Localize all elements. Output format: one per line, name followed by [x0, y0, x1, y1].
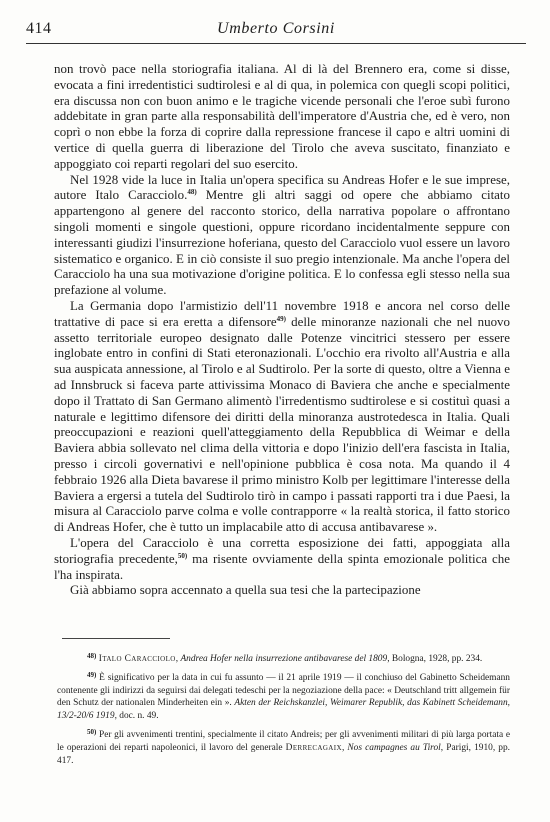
- footnote-49-text: È significativo per la data in cui fu assunto — il 21 aprile 1919 — il conchiuso del Gabinetto Scheidemann contenente gli indirizzi da seguirsi dai delegati tedeschi per la negoziazione della pace: « Deutschland tritt allgemein für den Schutz der nationalen Minderheiten ein ».: [57, 672, 510, 709]
- footnote-ref-50: 50): [177, 551, 188, 560]
- paragraph-3: [54, 298, 510, 535]
- footnote-50-rest: , Parigi, 1910, pp. 417.: [57, 742, 511, 766]
- paragraph-5: [54, 582, 510, 598]
- footnote-49-rest: , doc. n. 49.: [114, 711, 159, 722]
- footnote-rule: [62, 638, 170, 639]
- footnote-48: $^{48)}$ Italo Caracciolo, Andrea Hofer nella insurrezione antibavarese del 1809, Bologna, 1928, pp. 234.: [87, 652, 483, 664]
- body-text: [54, 61, 510, 598]
- page-number: 414: [26, 20, 52, 37]
- footnote-48-title: Andrea Hofer nella insurrezione antibavarese del 1809: [180, 654, 388, 664]
- header-rule: [26, 43, 526, 44]
- footnote-48-number: 48): [87, 652, 97, 660]
- footnote-50: [57, 729, 510, 767]
- footnote-48-rest: , Bologna, 1928, pp. 234.: [387, 654, 483, 664]
- footnote-48-author: Italo Caracciolo: [98, 654, 176, 664]
- paragraph-3-text-a: La Germania dopo l'armistizio dell'11 novembre 1918 e ancora nel corso delle trattative di pace si era eretta a difensore: [54, 297, 510, 329]
- footnote-ref-49: 49): [276, 314, 286, 323]
- paragraph-3-text-b: delle minoranze nazionali che nel nuovo assetto territoriale europeo designato dalle Potenze vincitrici stessero per essere inglobate entro in confini di Stati eteronazionali. L'occhio era rivolto all'Austria e alla sua auspicata annessione, al Tirolo e al Sudtirolo. Per la sorte di questo, oltre a Vienna e ad Innsbruck si faceva parte attivissima Monaco di Baviera che anche e specialmente dopo il Trattato di San Germano alimentò l'irredentismo sudtirolese e si costituì quasi a naturale e legittimo difensore dei diritti della minoranza austrotedesca in Italia. Quali preoccupazioni e reazioni quell'atteggiamento della Repubblica di Weimar e della Baviera abbia sollevato nel clima della vittoria e dopo l'inizio dell'era fascista in Italia, presso i circoli governativi e nell'opinione pubblica è cosa nota. Ma quando il 4 febbraio 1926 alla Dieta bavarese il primo ministro Kolb per legittimare l'interesse della Baviera a ergersi a tutela del Sudtirolo tirò in campo i passati rapporti tra i due Paesi, la misura al Caracciolo parve colma e volle contrapporre « la realtà storica, il fatto storico di Andreas Hofer, che è tutto un implacabile atto di accusa antibavarese ».: [54, 313, 510, 535]
- footnote-50-title: Nos campagnes au Tirol: [347, 742, 441, 753]
- footnote-49: [57, 672, 510, 723]
- paragraph-1: [54, 61, 510, 172]
- paragraph-5-text: Già abbiamo sopra accennato a quella sua tesi che la partecipazione: [70, 582, 421, 598]
- footnotes: [57, 653, 510, 773]
- paragraph-1-text: non trovò pace nella storiografia italiana. Al di là del Brennero era, come si disse, evocata a fini irredentistici sudtirolesi e al di qua, in polemica con quegli scopi politici, era discussa non con buon animo e le tragiche vicende personali che l'eroe subì furono addebitate in gran parte alla responsabilità dell'imperatore d'Austria che, ed è vero, non coprì o non ebbe la forza di coprire dalla repressione francese il capo e altri uomini di vertice di quella guerra di liberazione del Tirolo che aveva suscitato, finanziato e appoggiato coi reparti regolari del suo esercito.: [54, 61, 510, 171]
- footnote-50-sep: ,: [341, 742, 348, 753]
- footnote-50-text: Per gli avvenimenti trentini, specialmente il citato Andreis; per gli avvenimenti militari di più larga portata e le operazioni dei reparti napoleonici, il lavoro del generale: [57, 729, 511, 753]
- paragraph-4-text-a: L'opera del Caracciolo è una corretta esposizione dei fatti, appoggiata alla storiografia precedente,: [54, 534, 510, 566]
- paragraph-4: [54, 535, 510, 582]
- paragraph-2: [54, 172, 510, 298]
- footnote-49-number: 49): [87, 670, 97, 679]
- paragraph-4-text-b: ma risente ovviamente della spinta emozionale politica che l'ha inspirata.: [54, 550, 510, 582]
- running-head: Umberto Corsini: [217, 20, 335, 37]
- page-header: [26, 20, 526, 42]
- paragraph-2-text-b: Mentre gli altri saggi od opere che abbiamo citato appartengono al genere del racconto storico, della narrativa popolare o affrontano singoli momenti e singole questioni, oppure ricordano incidentalmente seppure con interessanti giudizi l'insurrezione hoferiana, questo del Caracciolo vuol essere un lavoro sistematico e organico. E in ciò consiste il suo pregio intenzionale. Ma anche l'opera del Caracciolo ha una sua motivazione d'origine politica. E lo confessa egli stesso nella sua prefazione al volume.: [54, 187, 510, 298]
- footnote-49-title: Akten der Reichskanzlei, Weimarer Republik, das Kabinett Scheidemann, 13/2-20/6 1919: [57, 698, 510, 722]
- footnote-50-number: 50): [87, 727, 97, 736]
- paragraph-2-text-a: Nel 1928 vide la luce in Italia un'opera specifica su Andreas Hofer e le sue imprese, autore Italo Caracciolo.: [54, 171, 510, 203]
- footnote-ref-48: 48): [187, 188, 197, 197]
- footnote-50-author: Derrecagaix: [285, 742, 342, 753]
